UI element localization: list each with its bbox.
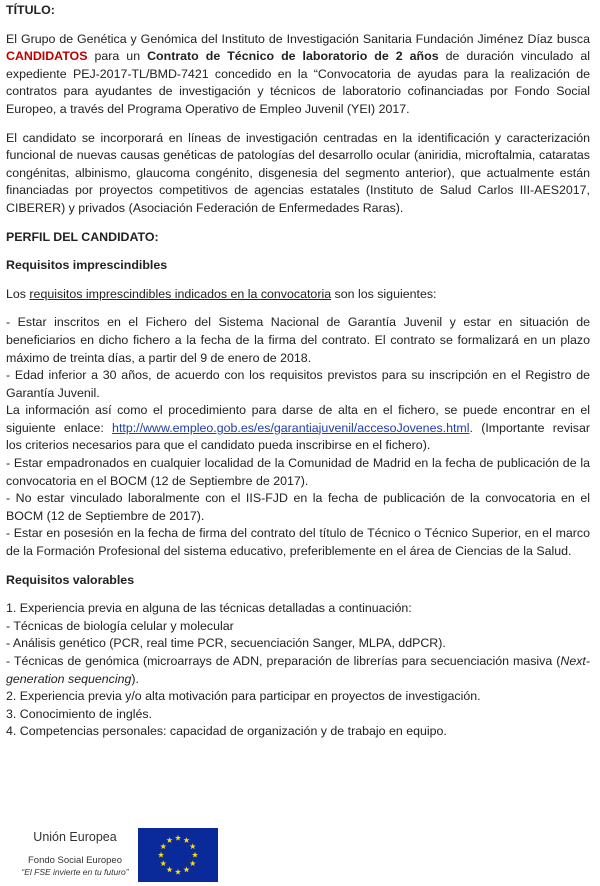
requisitos-valorables-heading: Requisitos valorables — [6, 572, 135, 587]
requirement-item: - Estar empadronados en cualquier localidad de la Comunidad de Madrid en la fecha de publicación de la convocatoria en el BOCM (12 de Septiembre de 2017). — [6, 456, 590, 488]
research-paragraph: El candidato se incorporará en líneas de investigación centradas en la identificación y caracterización funcional de nuevas causas genéticas de patologías del desarrollo ocular (aniridia, microftalmia, cataratas congénitas, albinismo, glaucoma congénito, disgenesia del segmento anterior), que actualmente están financiadas por proyectos competitivos de agencias estatales (Instituto de Salud Carlos III-AES2017, CIBERER) y privados (Asociación Federación de Enfermedades Raras). — [6, 130, 590, 215]
eu-flag-icon — [138, 828, 218, 882]
requirement-item: - Estar en posesión en la fecha de firma del contrato del título de Técnico o Técnico Superior, en el marco de la Formación Profesional del sistema educativo, preferiblemente en el área de Ciencias de la Salud. — [6, 526, 590, 559]
contract-highlight: Contrato de Técnico de laboratorio de 2 años — [147, 49, 439, 64]
document — [6, 2, 590, 741]
requirement-item: - Estar inscritos en el Fichero del Sistema Nacional de Garantía Juvenil y estar en situación de beneficiarios en dicho fichero a la fecha de la firma del contrato. El contrato se formalizará en un plazo máximo de treinta días, a partir del 9 de enero de 2018. — [6, 315, 590, 365]
valued-item: 4. Competencias personales: capacidad de organización y de trabajo en equipo. — [6, 724, 447, 739]
eu-name: Unión Europea — [33, 830, 117, 844]
requirement-item: - Edad inferior a 30 años, de acuerdo con los requisitos previstos para su inscripción en el Registro de Garantía Juvenil. — [6, 368, 590, 400]
valued-item: 2. Experiencia previa y/o alta motivación para participar en proyectos de investigación. — [6, 689, 481, 704]
valued-item: 3. Conocimiento de inglés. — [6, 706, 153, 721]
requisitos-intro: Los requisitos imprescindibles indicados en la convocatoria son los siguientes: — [6, 286, 437, 301]
requirement-item: - No estar vinculado laboralmente con el IIS-FJD en la fecha de publicación de la convocatoria en el BOCM (12 de Septiembre de 2017). — [6, 491, 590, 523]
eu-text-block — [20, 826, 130, 878]
perfil-heading: PERFIL DEL CANDIDATO: — [6, 229, 159, 244]
fse-name: Fondo Social Europeo — [27, 855, 122, 866]
valued-item: - Técnicas de genómica (microarrays de ADN, preparación de librerías para secuenciación masiva (Next-generation sequencing). — [6, 654, 590, 686]
title-label: TÍTULO: — [6, 3, 55, 17]
valued-item: - Técnicas de biología celular y molecular — [6, 618, 234, 633]
valued-item: 1. Experiencia previa en alguna de las técnicas detalladas a continuación: — [6, 601, 412, 616]
valued-item: - Análisis genético (PCR, real time PCR, secuenciación Sanger, MLPA, ddPCR). — [6, 636, 446, 651]
candidatos-highlight: CANDIDATOS — [6, 49, 88, 64]
requisitos-imprescindibles-heading: Requisitos imprescindibles — [6, 258, 168, 273]
convocatoria-underline: requisitos imprescindibles indicados en la convocatoria — [29, 286, 332, 301]
requirement-item: La información así como el procedimiento para darse de alta en el fichero, se puede encontrar en el siguiente enlace: http://www.empleo.gob.es/es/garantiajuvenil/accesoJovenes.html. (Importante revisar los criterios necesarios para que el candidato pueda inscribirse en el fichero). — [6, 403, 590, 453]
eu-footer-logo — [20, 826, 220, 884]
intro-paragraph: El Grupo de Genética y Genómica del Instituto de Investigación Sanitaria Fundación Jiménez Díaz busca CANDIDATOS para un Contrato de Técnico de laboratorio de 2 años de duración vinculado al expediente PEJ-2017-TL/BMD-7421 concedido en la “Convocatoria de ayudas para la realización de contratos para ayudantes de investigación y técnicos de laboratorio cofinanciadas por Fondo Social Europeo, a través del Programa Operativo de Empleo Juvenil (YEI) 2017. — [6, 31, 590, 116]
garantia-juvenil-link[interactable]: http://www.empleo.gob.es/es/garantiajuvenil/accesoJovenes.html — [112, 420, 470, 435]
fse-slogan: “El FSE invierte en tu futuro” — [21, 867, 129, 877]
